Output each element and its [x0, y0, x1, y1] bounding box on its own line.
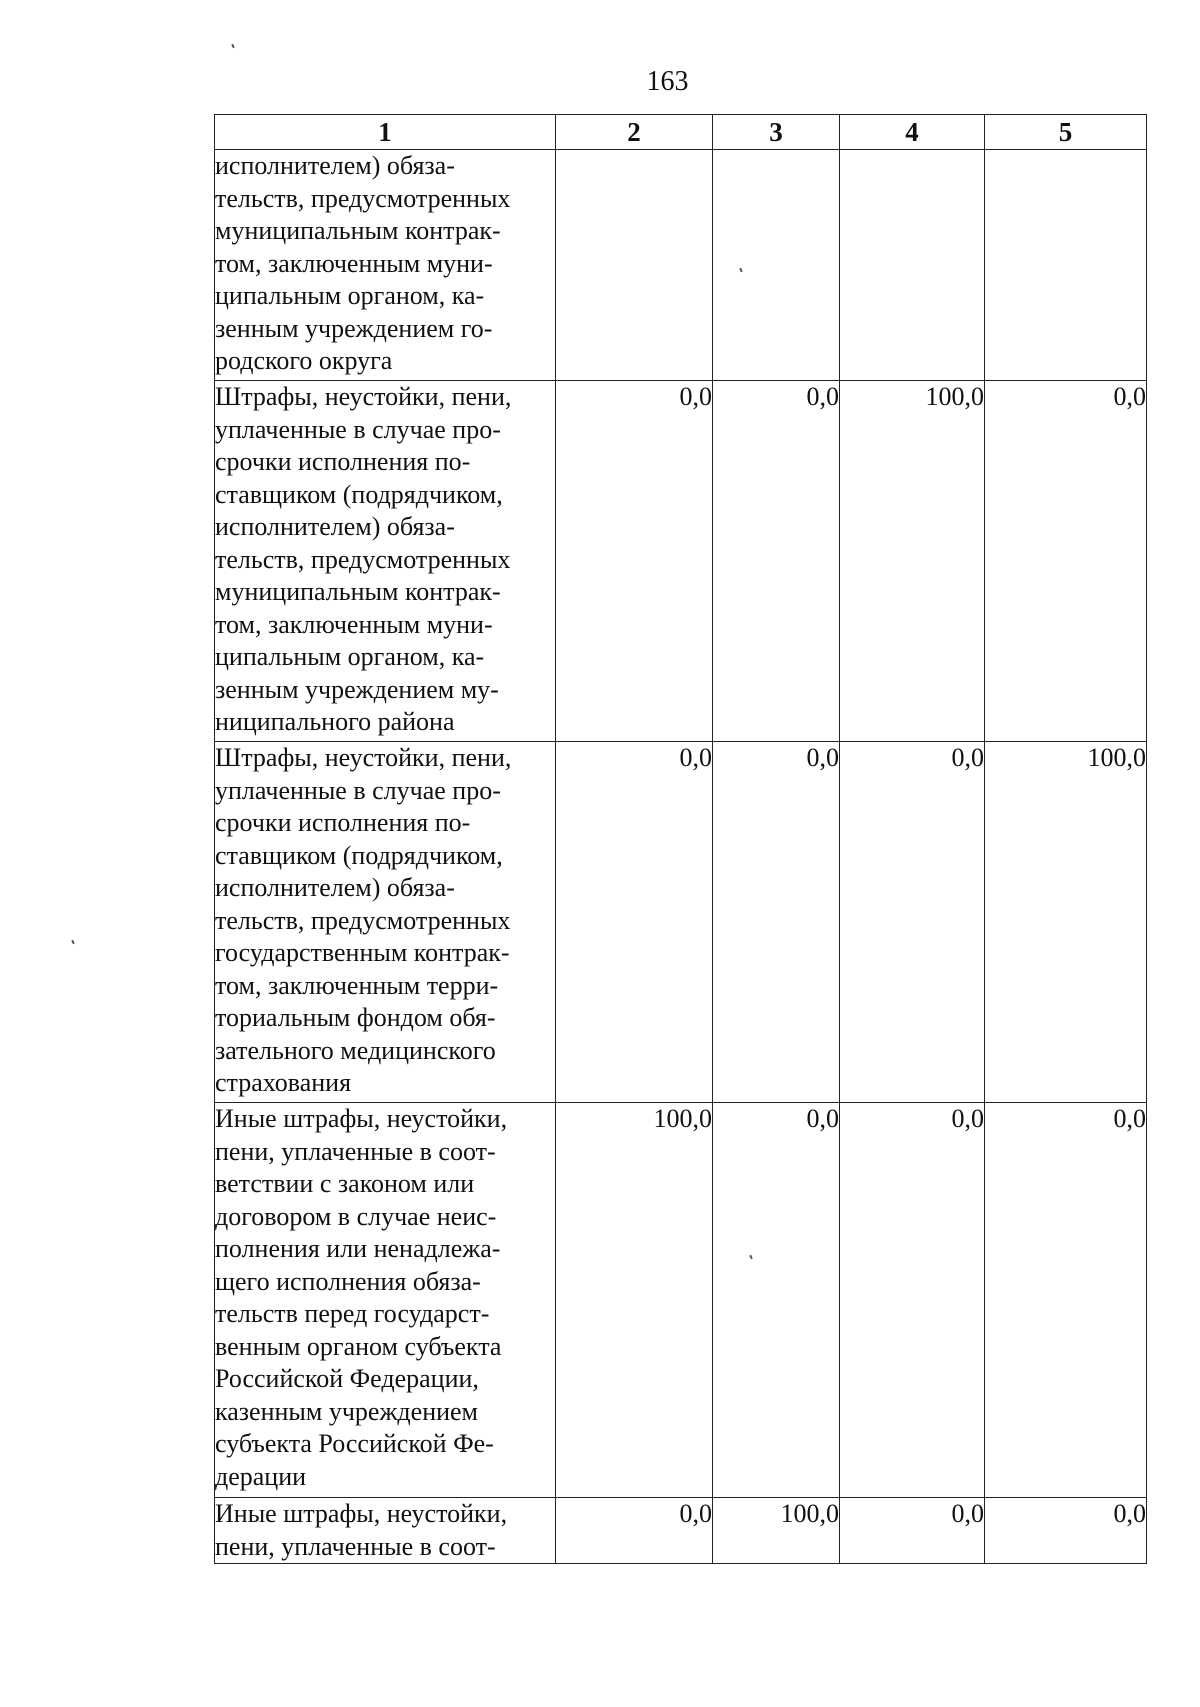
description-line: пени, уплаченные в соот- [215, 1531, 496, 1561]
value-cell-col-5: 100,0 [985, 742, 1147, 1103]
table-row [215, 150, 1147, 381]
column-header-5: 5 [985, 115, 1147, 150]
value-cell-col-5: 0,0 [985, 1498, 1147, 1564]
description-line: Российской Федерации, [215, 1364, 479, 1393]
row-description [215, 1103, 556, 1498]
description-line: Штрафы, неустойки, пени, [215, 743, 512, 772]
description-line: исполнителем) обяза- [215, 873, 455, 902]
value-cell-col-5: 0,0 [985, 1103, 1147, 1498]
value-cell-col-4: 0,0 [840, 742, 985, 1103]
description-line: государственным контрак- [215, 938, 510, 967]
value-cell-col-3: 0,0 [713, 381, 840, 742]
description-line: тельств, предусмотренных [215, 183, 511, 213]
description-line: тельств перед государст- [215, 1299, 490, 1328]
description-line: том, заключенным муни- [215, 609, 493, 639]
value-cell-col-4 [840, 150, 985, 381]
description-line: ветствии с законом или [215, 1169, 475, 1198]
column-header-3: 3 [713, 115, 840, 150]
value-cell-col-2: 0,0 [556, 381, 713, 742]
description-line: срочки исполнения по- [215, 808, 471, 837]
description-line: том, заключенным терри- [215, 970, 499, 1000]
scan-speck [231, 44, 235, 48]
description-line: Штрафы, неустойки, пени, [215, 382, 512, 411]
description-line: щего исполнения обяза- [215, 1266, 481, 1296]
value-cell-col-2: 0,0 [556, 1498, 713, 1564]
description-line: ставщиком (подрядчиком, [215, 479, 503, 509]
description-line: полнения или ненадлежа- [215, 1234, 501, 1263]
value-cell-col-2 [556, 150, 713, 381]
row-description [215, 381, 556, 742]
value-cell-col-3: 0,0 [713, 742, 840, 1103]
description-line: зенным учреждением му- [215, 674, 499, 704]
value-cell-col-4: 100,0 [840, 381, 985, 742]
column-header-2: 2 [556, 115, 713, 150]
description-line: ториальным фондом обя- [215, 1003, 496, 1032]
description-line: уплаченные в случае про- [215, 775, 501, 805]
description-line: ниципального района [215, 707, 455, 736]
description-line: зательного медицинского [215, 1035, 496, 1065]
description-line: исполнителем) обяза- [215, 512, 455, 541]
description-line: исполнителем) обяза- [215, 151, 455, 180]
description-line: зенным учреждением го- [215, 313, 493, 343]
description-line: Иные штрафы, неустойки, [215, 1104, 508, 1133]
description-line: страхования [215, 1068, 352, 1097]
description-line: том, заключенным муни- [215, 248, 493, 278]
table-row [215, 1498, 1147, 1564]
description-line: родского округа [215, 346, 393, 375]
value-cell-col-3: 0,0 [713, 1103, 840, 1498]
table-row [215, 381, 1147, 742]
description-line: договором в случае неис- [215, 1201, 497, 1231]
value-cell-col-4: 0,0 [840, 1498, 985, 1564]
description-line: субъекта Российской Фе- [215, 1429, 494, 1458]
value-cell-col-2: 0,0 [556, 742, 713, 1103]
description-line: дерации [215, 1461, 307, 1491]
description-line: ципальным органом, ка- [215, 642, 485, 671]
value-cell-col-4: 0,0 [840, 1103, 985, 1498]
table-body [215, 150, 1147, 1564]
row-description [215, 742, 556, 1103]
header-row [215, 115, 1147, 150]
page-number: 163 [646, 66, 689, 97]
column-header-1: 1 [215, 115, 556, 150]
description-line: ципальным органом, ка- [215, 281, 485, 310]
column-header-4: 4 [840, 115, 985, 150]
description-line: муниципальным контрак- [215, 216, 501, 245]
description-line: срочки исполнения по- [215, 447, 471, 476]
description-line: муниципальным контрак- [215, 577, 501, 606]
description-line: Иные штрафы, неустойки, [215, 1499, 508, 1528]
value-cell-col-5: 0,0 [985, 381, 1147, 742]
description-line: тельств, предусмотренных [215, 544, 511, 574]
description-line: ставщиком (подрядчиком, [215, 840, 503, 870]
table-row [215, 742, 1147, 1103]
table-row [215, 1103, 1147, 1498]
scan-speck [71, 940, 75, 944]
value-cell-col-3 [713, 150, 840, 381]
row-description [215, 1498, 556, 1564]
description-line: пени, уплаченные в соот- [215, 1136, 496, 1166]
row-description [215, 150, 556, 381]
description-line: венным органом субъекта [215, 1331, 502, 1361]
value-cell-col-5 [985, 150, 1147, 381]
data-table [214, 114, 1147, 1564]
value-cell-col-3: 100,0 [713, 1498, 840, 1564]
description-line: тельств, предусмотренных [215, 905, 511, 935]
value-cell-col-2: 100,0 [556, 1103, 713, 1498]
description-line: уплаченные в случае про- [215, 414, 501, 444]
description-line: казенным учреждением [215, 1396, 479, 1426]
